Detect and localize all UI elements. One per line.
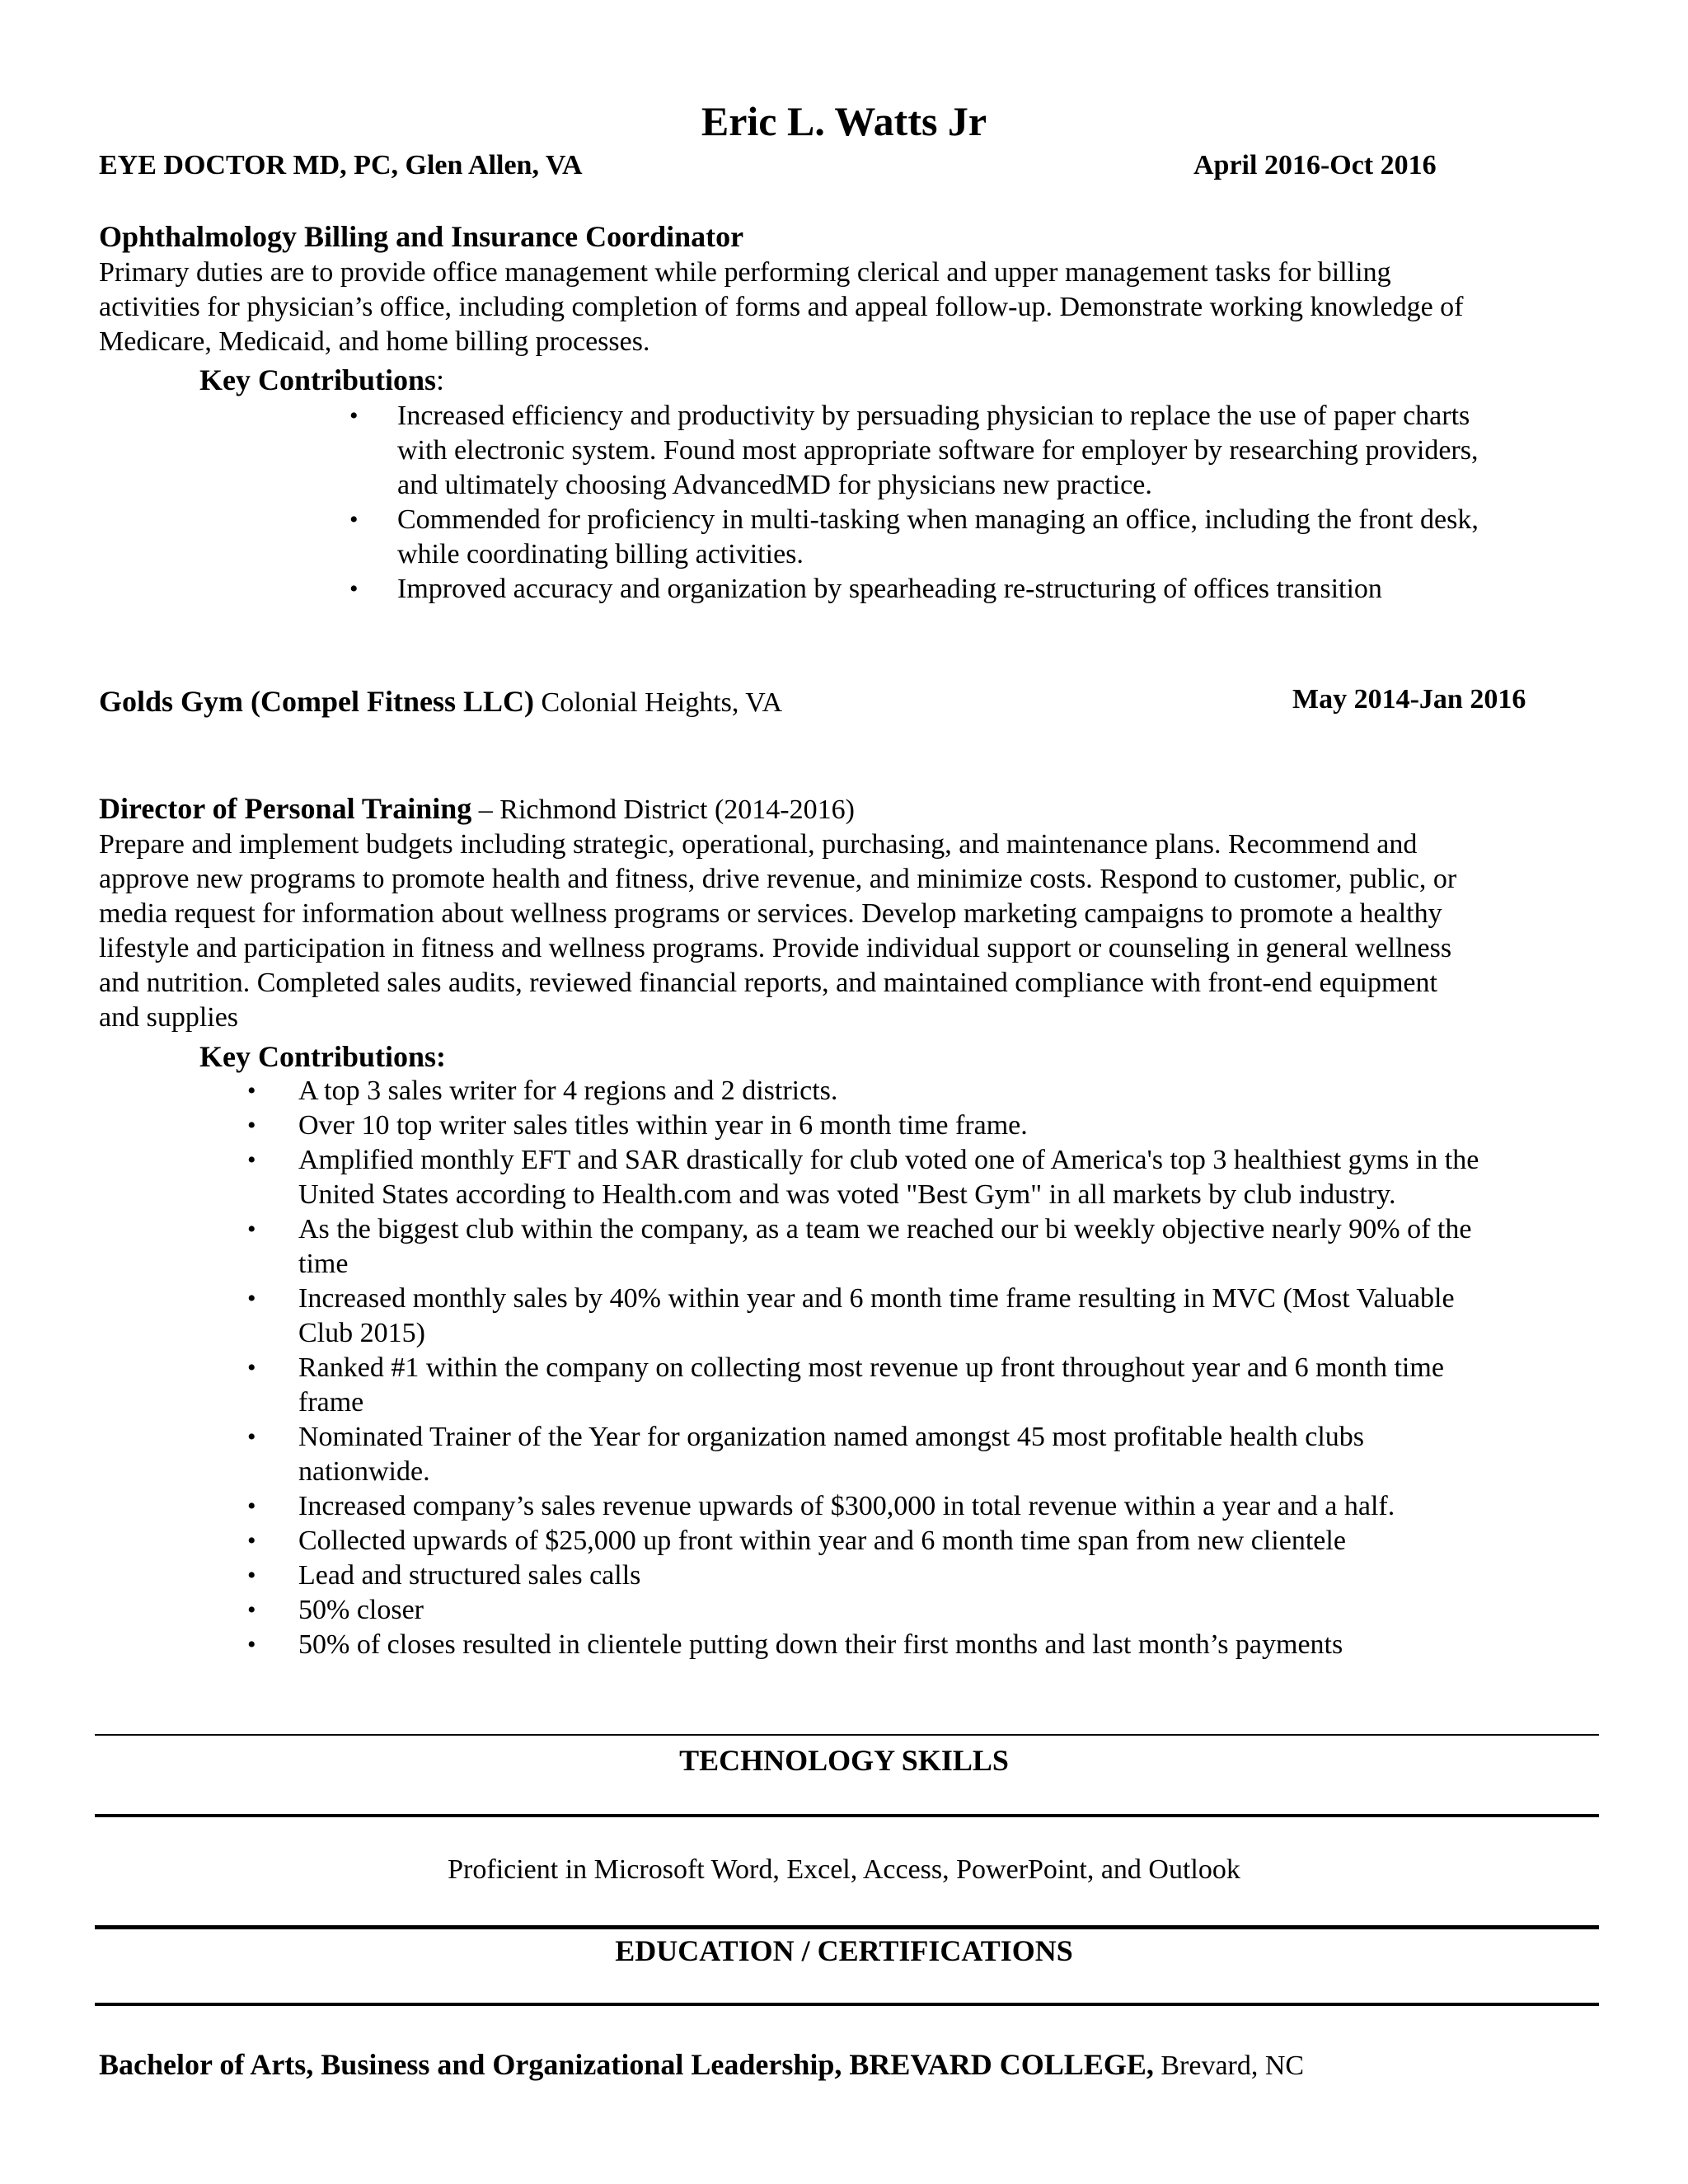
job2-desc-line: and supplies [99,1002,239,1033]
bullet-line: Increased monthly sales by 40% within year and 6 month time frame resulting in MVC (Most Valuable [298,1283,1455,1314]
bullet-icon: • [247,1493,256,1520]
bullet-icon: • [247,1077,256,1104]
job2-desc-line: lifestyle and participation in fitness and wellness programs. Provide individual support or counseling in general wellness [99,933,1452,963]
bullet-line: A top 3 sales writer for 4 regions and 2 districts. [298,1076,838,1106]
bullet-icon: • [247,1146,256,1174]
bullet-line: Improved accuracy and organization by spearheading re-structuring of offices transition [397,574,1382,604]
job1-desc-line: Medicare, Medicaid, and home billing processes. [99,326,650,357]
bullet-icon: • [247,1216,256,1243]
list-item [247,1628,1601,1662]
bullet-line: 50% of closes resulted in clientele putting down their first months and last month’s payments [298,1629,1343,1660]
list-item [247,1558,1601,1593]
list-item [247,1351,1601,1420]
job2-employer-line [99,684,782,719]
job1-employer: EYE DOCTOR MD, PC, Glen Allen, VA [99,150,583,180]
bullet-icon: • [247,1596,256,1624]
list-item [247,1143,1601,1212]
bullet-line: Over 10 top writer sales titles within year in 6 month time frame. [298,1110,1028,1141]
job2-desc-line: and nutrition. Completed sales audits, reviewed financial reports, and maintained compliance with front-end equipment [99,968,1437,998]
section-divider [95,1925,1599,1929]
bullet-icon: • [247,1527,256,1554]
job2-desc-line: media request for information about wellness programs or services. Develop marketing campaigns to promote a healthy [99,898,1442,929]
resume-name: Eric L. Watts Jr [701,98,987,144]
bullet-line: with electronic system. Found most appropriate software for employer by researching providers, [397,435,1479,466]
list-item [247,1420,1601,1489]
job1-desc-line: Primary duties are to provide office management while performing clerical and upper management tasks for billing [99,257,1391,288]
bullet-icon: • [247,1112,256,1139]
job2-dates: May 2014-Jan 2016 [1292,684,1526,715]
bullet-line: Ranked #1 within the company on collecting most revenue up front throughout year and 6 month time [298,1352,1444,1383]
bullet-line: and ultimately choosing AdvancedMD for physicians new practice. [397,470,1152,500]
job1-key-contributions-heading [199,363,444,397]
bullet-line: Commended for proficiency in multi-tasking when managing an office, including the front desk, [397,504,1479,535]
job2-desc-line: Prepare and implement budgets including strategic, operational, purchasing, and maintenance plans. Recommend and [99,829,1418,860]
bullet-line: United States according to Health.com and was voted "Best Gym" in all markets by club industry. [298,1179,1396,1210]
bullet-line: Lead and structured sales calls [298,1560,641,1591]
job1-bullet-list [349,399,1601,607]
list-item [349,399,1601,503]
bullet-icon: • [247,1285,256,1312]
job2-title-suffix: – Richmond District (2014-2016) [471,794,855,825]
job1-desc-line: activities for physician’s office, including completion of forms and appeal follow-up. Demonstrate working knowledge of [99,292,1464,322]
key-contributions-label: Key Contributions [199,363,437,396]
bullet-icon: • [247,1631,256,1658]
bullet-line: time [298,1249,349,1279]
tech-skills-heading: TECHNOLOGY SKILLS [679,1744,1009,1777]
bullet-icon: • [247,1354,256,1381]
bullet-line: nationwide. [298,1456,430,1487]
bullet-line: 50% closer [298,1595,424,1625]
job1-title: Ophthalmology Billing and Insurance Coordinator [99,220,744,253]
section-divider [95,2003,1599,2006]
job1-description [99,255,1595,359]
list-item [247,1074,1601,1108]
job2-employer: Golds Gym (Compel Fitness LLC) [99,685,535,718]
bullet-line: As the biggest club within the company, as a team we reached our bi weekly objective nearly 90% of the [298,1214,1472,1244]
list-item [247,1212,1601,1282]
bullet-line: Nominated Trainer of the Year for organization named amongst 45 most profitable health clubs [298,1422,1364,1452]
bullet-icon: • [349,506,359,533]
bullet-icon: • [349,575,359,602]
bullet-icon: • [349,402,359,429]
bullet-line: Increased company’s sales revenue upwards of $300,000 in total revenue within a year and a half. [298,1491,1395,1521]
section-divider [95,1814,1599,1817]
list-item [349,503,1601,572]
bullet-icon: • [247,1423,256,1451]
bullet-line: Club 2015) [298,1318,425,1348]
list-item [247,1524,1601,1558]
bullet-line: Collected upwards of $25,000 up front within year and 6 month time span from new clientele [298,1526,1346,1556]
list-item [247,1282,1601,1351]
bullet-line: while coordinating billing activities. [397,539,804,569]
education-line [99,2047,1304,2082]
list-item [247,1108,1601,1143]
bullet-line: frame [298,1387,364,1418]
job2-location: Colonial Heights, VA [541,687,783,718]
bullet-line: Amplified monthly EFT and SAR drastically for club voted one of America's top 3 healthiest gyms in the [298,1145,1479,1175]
education-heading: EDUCATION / CERTIFICATIONS [615,1934,1073,1967]
list-item [247,1489,1601,1524]
tech-skills-text: Proficient in Microsoft Word, Excel, Access, PowerPoint, and Outlook [448,1854,1240,1885]
bullet-icon: • [247,1562,256,1589]
bullet-line: Increased efficiency and productivity by persuading physician to replace the use of paper charts [397,401,1470,431]
job2-key-contributions-heading: Key Contributions: [199,1040,447,1073]
key-contributions-colon: : [436,363,445,396]
job2-title-line [99,791,855,826]
job2-title: Director of Personal Training [99,792,472,825]
job2-description [99,827,1595,1035]
job2-bullet-list [247,1074,1601,1662]
list-item [349,572,1601,607]
list-item [247,1593,1601,1628]
section-divider [95,1734,1599,1736]
job1-dates: April 2016-Oct 2016 [1193,150,1437,180]
education-location: Brevard, NC [1160,2050,1305,2081]
job2-desc-line: approve new programs to promote health and fitness, drive revenue, and minimize costs. Respond to customer, public, or [99,864,1457,894]
education-degree: Bachelor of Arts, Business and Organizational Leadership, BREVARD COLLEGE, [99,2048,1154,2081]
